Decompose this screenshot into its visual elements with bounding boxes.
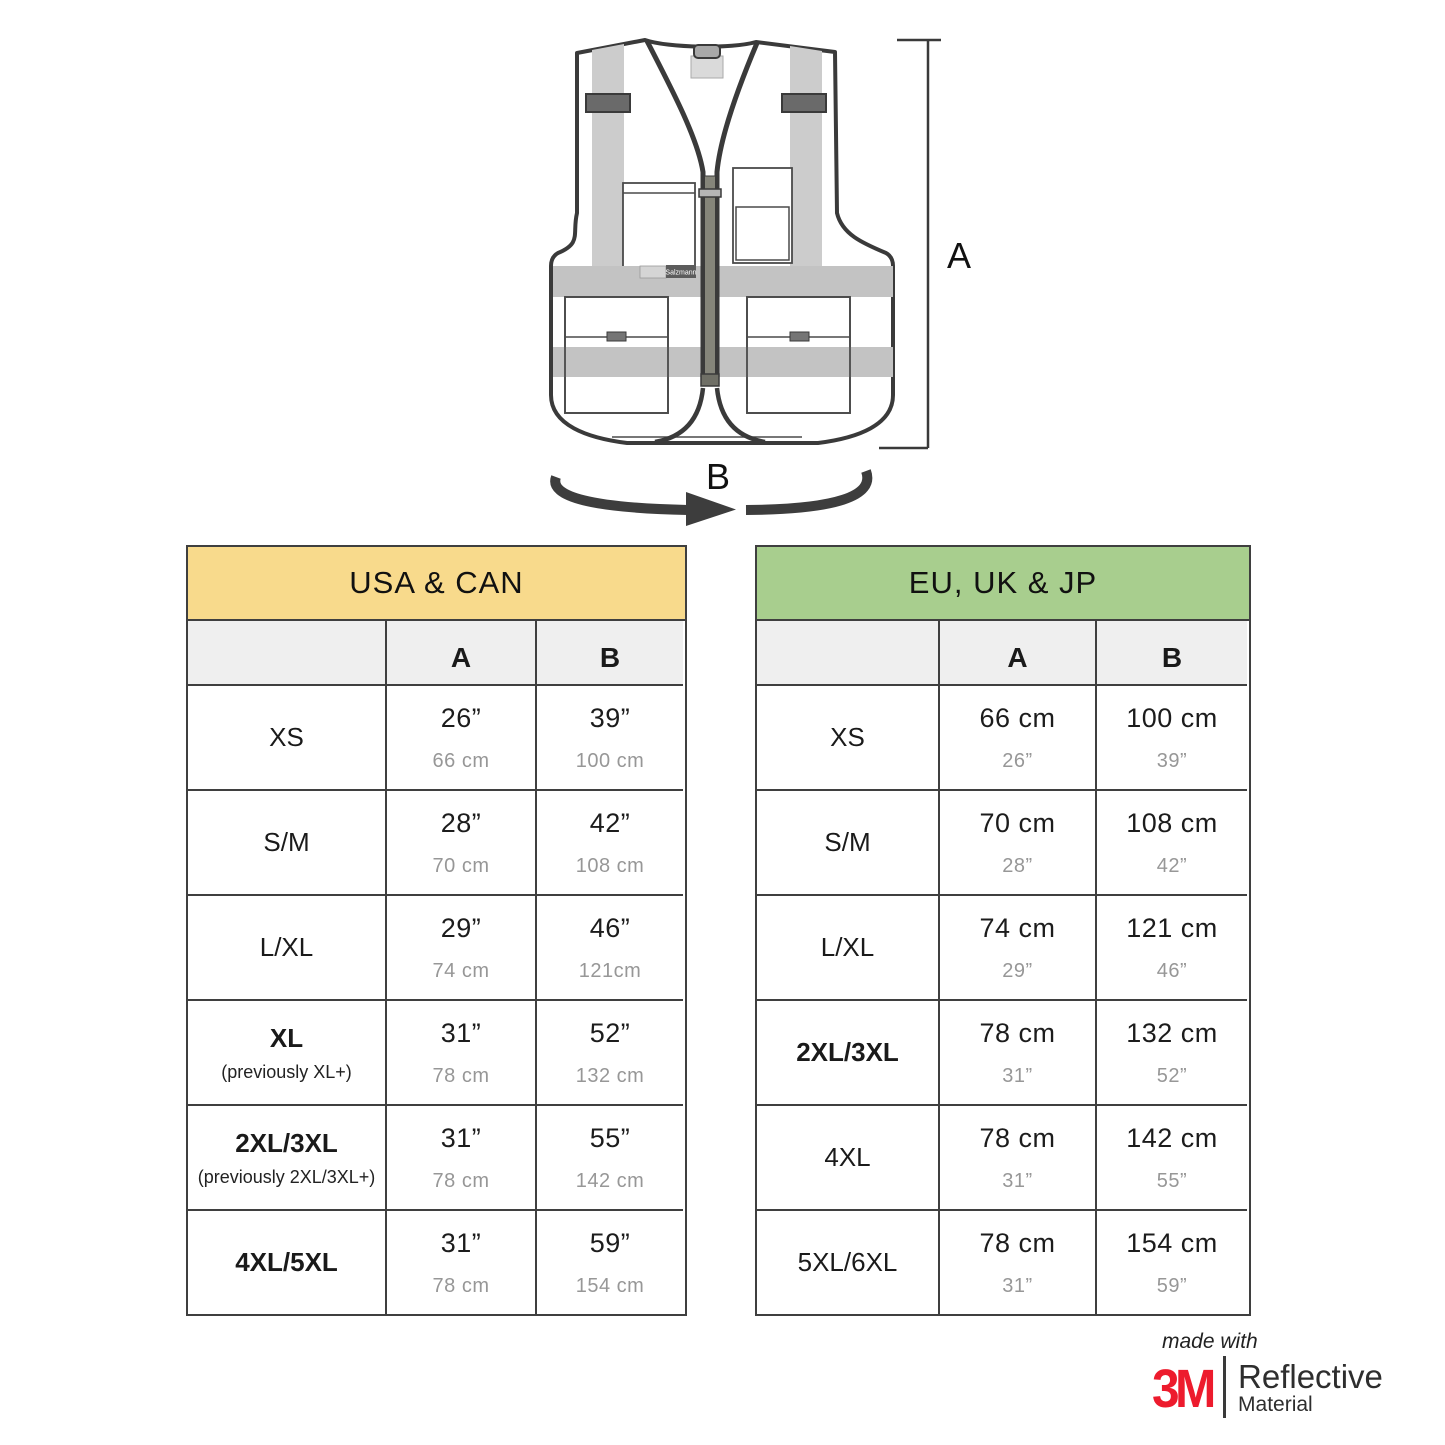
reflective-text: Reflective	[1238, 1358, 1383, 1395]
value-primary: 59”	[589, 1227, 631, 1258]
measurement-b-cell	[535, 684, 683, 789]
size-cell	[188, 894, 385, 999]
size-label: 4XL/5XL	[235, 1247, 338, 1277]
table-usa-title: USA & CAN	[188, 547, 685, 621]
value-primary: 154 cm	[1126, 1227, 1218, 1258]
value-secondary: 70 cm	[432, 854, 490, 877]
col-b-header: B	[535, 621, 683, 684]
collar-label	[691, 56, 723, 78]
value-primary: 100 cm	[1126, 702, 1218, 733]
right-pocket-button	[790, 332, 809, 341]
size-label: S/M	[824, 827, 871, 857]
col-a-header: A	[385, 621, 535, 684]
value-secondary: 26”	[1002, 749, 1033, 772]
value-primary: 39”	[589, 702, 631, 733]
size-label: 2XL/3XL	[796, 1037, 899, 1067]
size-label: 4XL	[824, 1142, 871, 1172]
table-usa-grid	[188, 621, 685, 1314]
size-cell	[757, 789, 938, 894]
measurement-a-cell	[938, 789, 1095, 894]
right-shoulder-tab	[782, 94, 826, 112]
value-secondary: 55”	[1156, 1169, 1188, 1192]
size-label: L/XL	[259, 932, 314, 962]
measurement-a-cell	[938, 894, 1095, 999]
table-usa-can	[186, 545, 687, 1316]
measurement-b-cell	[1095, 1209, 1247, 1314]
value-primary: 42”	[589, 807, 631, 838]
value-secondary: 59”	[1156, 1274, 1188, 1297]
value-secondary: 121cm	[578, 959, 642, 982]
measurement-a-cell	[385, 684, 535, 789]
size-label: XS	[269, 722, 304, 752]
left-pocket-button	[607, 332, 626, 341]
size-cell	[757, 1104, 938, 1209]
measurement-b-cell	[1095, 999, 1247, 1104]
value-secondary: 100 cm	[575, 749, 645, 772]
left-shoulder-tab	[586, 94, 630, 112]
dim-b-label: B	[705, 456, 731, 497]
measurement-b-cell	[535, 1104, 683, 1209]
material-text: Material	[1238, 1393, 1313, 1416]
measurement-b-cell	[1095, 684, 1247, 789]
value-secondary: 132 cm	[575, 1064, 645, 1087]
size-label: S/M	[263, 827, 310, 857]
value-secondary: 52”	[1156, 1064, 1188, 1087]
brand-tag-blank	[640, 266, 666, 278]
measurement-a-cell	[385, 999, 535, 1104]
measurement-a-cell	[938, 999, 1095, 1104]
size-cell	[188, 1104, 385, 1209]
size-label: L/XL	[820, 932, 875, 962]
threem-reflective-logo	[1152, 1330, 1432, 1418]
value-secondary: 29”	[1002, 959, 1033, 982]
lower-reflective-band	[553, 347, 893, 377]
threem-brand-mark: 3M	[1152, 1359, 1212, 1419]
table-corner-cell	[188, 621, 385, 684]
logo-divider	[1223, 1356, 1226, 1418]
right-shoulder-stripe	[790, 46, 822, 267]
value-secondary: 74 cm	[432, 959, 490, 982]
value-secondary: 78 cm	[432, 1169, 490, 1192]
value-secondary: 66 cm	[432, 749, 490, 772]
made-with-text: made with	[1162, 1330, 1258, 1353]
value-primary: 31”	[440, 1122, 482, 1153]
table-corner-cell	[757, 621, 938, 684]
value-primary: 78 cm	[979, 1122, 1056, 1153]
size-label: XL	[269, 1022, 304, 1053]
value-primary: 31”	[440, 1017, 482, 1048]
value-primary: 28”	[440, 807, 482, 838]
value-primary: 74 cm	[979, 912, 1056, 943]
size-cell	[757, 1209, 938, 1314]
vest-diagram	[0, 0, 1445, 545]
measurement-a-cell	[938, 684, 1095, 789]
size-sublabel: (previously XL+)	[221, 1061, 352, 1082]
value-primary: 142 cm	[1126, 1122, 1218, 1153]
size-cell	[757, 684, 938, 789]
value-primary: 55”	[589, 1122, 631, 1153]
value-primary: 78 cm	[979, 1227, 1056, 1258]
value-primary: 26”	[440, 702, 482, 733]
size-label: XS	[830, 722, 865, 752]
right-chest-pocket	[733, 168, 792, 263]
measurement-b-cell	[1095, 789, 1247, 894]
value-secondary: 46”	[1156, 959, 1188, 982]
size-label: 5XL/6XL	[797, 1247, 898, 1277]
value-secondary: 78 cm	[432, 1274, 490, 1297]
left-shoulder-stripe	[592, 44, 624, 267]
value-secondary: 39”	[1156, 749, 1188, 772]
size-cell	[188, 1209, 385, 1314]
measurement-b-cell	[535, 1209, 683, 1314]
zipper-stop	[701, 374, 719, 386]
size-cell	[757, 894, 938, 999]
value-secondary: 31”	[1002, 1064, 1033, 1087]
measurement-b-cell	[1095, 894, 1247, 999]
measurement-a-cell	[385, 894, 535, 999]
value-primary: 52”	[589, 1017, 631, 1048]
measurement-a-cell	[385, 1209, 535, 1314]
table-eu-title: EU, UK & JP	[757, 547, 1249, 621]
value-primary: 108 cm	[1126, 807, 1218, 838]
value-secondary: 108 cm	[575, 854, 645, 877]
size-sublabel: (previously 2XL/3XL+)	[197, 1166, 376, 1187]
value-primary: 121 cm	[1126, 912, 1218, 943]
value-primary: 132 cm	[1126, 1017, 1218, 1048]
value-secondary: 142 cm	[575, 1169, 645, 1192]
size-cell	[188, 999, 385, 1104]
size-label: 2XL/3XL	[235, 1127, 338, 1158]
measurement-a-cell	[938, 1209, 1095, 1314]
value-primary: 46”	[589, 912, 631, 943]
value-secondary: 28”	[1002, 854, 1033, 877]
upper-reflective-band	[553, 266, 893, 297]
measurement-a-cell	[385, 1104, 535, 1209]
size-cell	[188, 789, 385, 894]
value-primary: 78 cm	[979, 1017, 1056, 1048]
value-secondary: 42”	[1156, 854, 1188, 877]
measurement-b-cell	[535, 789, 683, 894]
value-secondary: 154 cm	[575, 1274, 645, 1297]
value-secondary: 31”	[1002, 1274, 1033, 1297]
size-cell	[757, 999, 938, 1104]
zipper-slider	[699, 189, 721, 197]
col-a-header: A	[938, 621, 1095, 684]
zipper-teeth	[705, 176, 716, 384]
value-primary: 31”	[440, 1227, 482, 1258]
value-primary: 70 cm	[979, 807, 1056, 838]
table-eu-uk-jp	[755, 545, 1251, 1316]
left-chest-pocket	[623, 183, 695, 267]
table-eu-grid	[757, 621, 1249, 1314]
value-primary: 29”	[440, 912, 482, 943]
measurement-b-cell	[1095, 1104, 1247, 1209]
hanger-loop	[694, 45, 720, 58]
measurement-a-cell	[938, 1104, 1095, 1209]
dim-a-label: A	[946, 235, 972, 276]
size-cell	[188, 684, 385, 789]
col-b-header: B	[1095, 621, 1247, 684]
measurement-a-cell	[385, 789, 535, 894]
measurement-b-cell	[535, 894, 683, 999]
value-primary: 66 cm	[979, 702, 1056, 733]
vest-brand-label: Salzmann	[665, 269, 697, 277]
value-secondary: 31”	[1002, 1169, 1033, 1192]
measurement-b-cell	[535, 999, 683, 1104]
value-secondary: 78 cm	[432, 1064, 490, 1087]
